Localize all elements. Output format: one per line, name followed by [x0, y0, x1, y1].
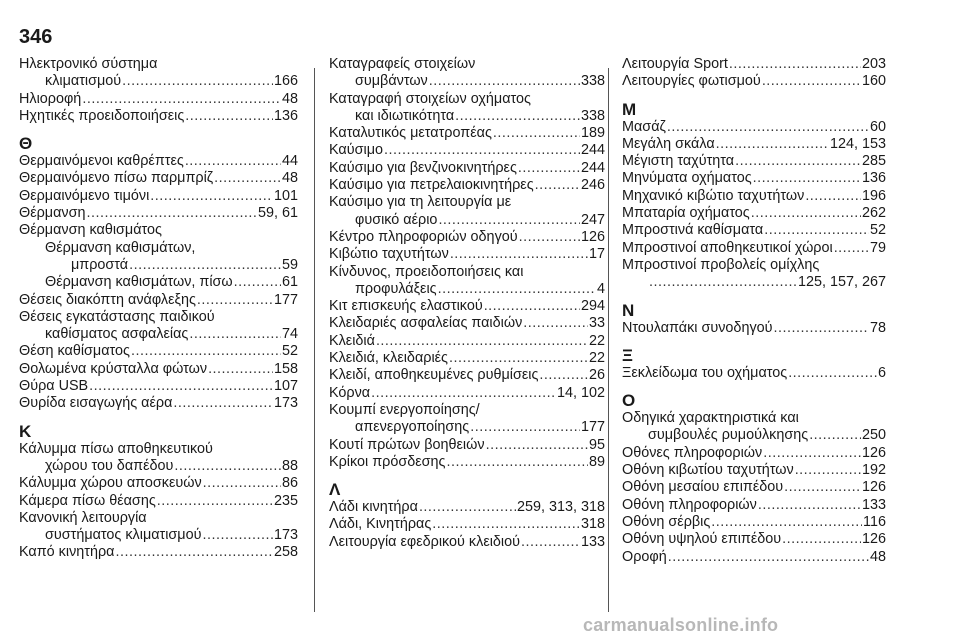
entry-page-ref: 285: [861, 153, 886, 170]
dot-leader: [384, 142, 580, 159]
entry-term: Θέρμανση: [19, 205, 86, 222]
entry-term: Κανονική λειτουργία: [19, 509, 147, 526]
dot-leader: [450, 246, 588, 263]
entry-page-ref: 59, 61: [257, 205, 298, 222]
entry-page-ref: 4: [596, 280, 605, 297]
entry-page-ref: 258: [273, 544, 298, 561]
entry-page-ref: 133: [861, 496, 886, 513]
dot-leader: [129, 257, 281, 274]
index-column-1: [19, 56, 298, 562]
dot-leader: [371, 385, 556, 402]
entry-page-ref: 78: [869, 319, 886, 336]
dot-leader: [455, 108, 580, 125]
dot-leader: [438, 281, 596, 298]
dot-leader: [432, 516, 580, 533]
entry-page-ref: 33: [588, 315, 605, 332]
index-entry: [329, 56, 605, 91]
dot-leader: [521, 534, 580, 551]
entry-term: Θυρίδα εισαγωγής αέρα: [19, 395, 173, 412]
entry-page-ref: 52: [869, 222, 886, 239]
index-entry: [622, 73, 886, 90]
entry-page-ref: 173: [273, 527, 298, 544]
entry-term: Κάλυμμα πίσω αποθηκευτικού: [19, 440, 213, 457]
dot-leader: [438, 212, 580, 229]
watermark: carmanualsonline.info: [583, 615, 779, 635]
index-letter-heading: Ξ: [622, 345, 633, 365]
dot-leader: [185, 153, 281, 170]
entry-page-ref: 95: [588, 436, 605, 453]
index-entry: [622, 479, 886, 496]
index-entry: [622, 170, 886, 187]
index-entry: [329, 315, 605, 332]
index-entry: [622, 240, 886, 257]
index-entry-continuation: [19, 257, 298, 274]
index-entry: [19, 108, 298, 125]
dot-leader: [122, 73, 273, 90]
index-entry: [329, 454, 605, 471]
entry-page-ref: 177: [580, 419, 605, 436]
index-entry: [19, 205, 298, 222]
entry-term-continued: φυσικό αέριο: [355, 211, 438, 228]
dot-leader: [711, 514, 862, 531]
dot-leader: [470, 419, 580, 436]
dot-leader: [173, 395, 273, 412]
entry-page-ref: 6: [877, 364, 886, 381]
entry-page-ref: 124, 153: [829, 135, 886, 152]
entry-page-ref: 189: [580, 125, 605, 142]
index-entry-continuation: [622, 274, 886, 291]
entry-term: Καταλυτικός μετατροπέας: [329, 125, 492, 142]
entry-term: Λάδι, Κινητήρας: [329, 516, 432, 533]
entry-page-ref: 89: [588, 453, 605, 470]
index-entry: [329, 385, 605, 402]
index-entry: [622, 153, 886, 170]
entry-term: Κόρνα: [329, 384, 371, 401]
entry-term: Οθόνη σέρβις: [622, 513, 711, 530]
index-entry-continuation: [329, 73, 605, 90]
entry-term: Λειτουργία εφεδρικού κλειδιού: [329, 533, 521, 550]
dot-leader: [376, 333, 588, 350]
entry-page-ref: 133: [580, 533, 605, 550]
entry-term: Μπαταρία οχήματος: [622, 205, 750, 222]
dot-leader: [753, 170, 861, 187]
dot-leader: [539, 367, 588, 384]
dot-leader: [150, 188, 273, 205]
entry-page-ref: 203: [861, 56, 886, 72]
entry-page-ref: 126: [580, 228, 605, 245]
dot-leader: [519, 229, 580, 246]
entry-term: Οθόνη μεσαίου επιπέδου: [622, 479, 784, 496]
entry-page-ref: 14, 102: [556, 384, 605, 401]
dot-leader: [764, 222, 869, 239]
dot-leader: [87, 205, 257, 222]
index-entry-continuation: [329, 419, 605, 436]
dot-leader: [234, 274, 281, 291]
index-entry: [329, 367, 605, 384]
dot-leader: [535, 177, 580, 194]
index-letter-heading: Θ: [19, 134, 33, 154]
entry-term-continued: κλιματισμού: [45, 73, 122, 90]
entry-page-ref: 262: [861, 205, 886, 222]
dot-leader: [115, 544, 273, 561]
dot-leader: [484, 298, 580, 315]
entry-term: Θέρμανση καθισμάτων,: [45, 239, 196, 256]
dot-leader: [763, 445, 861, 462]
dot-leader: [189, 326, 281, 343]
index-entry-continuation: [329, 108, 605, 125]
dot-leader: [784, 479, 861, 496]
dot-leader: [197, 292, 273, 309]
index-entry-heading: Θέρμανση καθισμάτος: [19, 222, 162, 239]
dot-leader: [649, 274, 797, 291]
dot-leader: [523, 315, 588, 332]
entry-term: Μπροστινά καθίσματα: [622, 222, 764, 239]
index-entry: [622, 205, 886, 222]
dot-leader: [419, 499, 516, 516]
entry-term: Κάμερα πίσω θέασης: [19, 492, 156, 509]
entry-page-ref: 247: [580, 211, 605, 228]
index-entry: [19, 91, 298, 108]
entry-term: Μπροστινοί προβολείς ομίχλης: [622, 256, 820, 273]
entry-term: Κέντρο πληροφοριών οδηγού: [329, 228, 518, 245]
entry-page-ref: 22: [588, 350, 605, 367]
entry-term: Ντουλαπάκι συνοδηγού: [622, 319, 773, 336]
entry-page-ref: 48: [869, 548, 886, 565]
entry-term-continued: χώρου του δαπέδου: [45, 457, 174, 474]
dot-leader: [762, 73, 861, 90]
index-letter-heading: Λ: [329, 480, 341, 500]
entry-page-ref: 101: [273, 187, 298, 204]
index-letter-heading: Ν: [622, 300, 635, 320]
entry-term-continued: συστήματος κλιματισμού: [45, 527, 202, 544]
index-entry: [329, 437, 605, 454]
entry-page-ref: 250: [861, 427, 886, 444]
entry-page-ref: 196: [861, 187, 886, 204]
entry-term: Μεγάλη σκάλα: [622, 135, 715, 152]
dot-leader: [805, 188, 861, 205]
dot-leader: [774, 320, 869, 337]
entry-term: Οδηγικά χαρακτηριστικά και: [622, 410, 799, 427]
entry-page-ref: 173: [273, 395, 298, 412]
entry-term: Θέσεις εγκατάστασης παιδικού: [19, 308, 215, 325]
index-column-2: [329, 56, 605, 551]
entry-page-ref: 136: [861, 170, 886, 187]
dot-leader: [174, 458, 281, 475]
entry-term: Κουτί πρώτων βοηθειών: [329, 436, 485, 453]
entry-page-ref: 338: [580, 107, 605, 124]
dot-leader: [834, 240, 869, 257]
dot-leader: [751, 205, 861, 222]
entry-page-ref: 244: [580, 159, 605, 176]
page-number: 346: [19, 26, 53, 48]
index-entry: [622, 410, 886, 445]
entry-term: Κρίκοι πρόσδεσης: [329, 453, 446, 470]
entry-term: Οροφή: [622, 548, 667, 565]
entry-term: Θερμαινόμενο πίσω παρμπρίζ: [19, 170, 214, 187]
entry-term: Καταγραφή στοιχείων οχήματος: [329, 90, 531, 107]
dot-leader: [782, 531, 861, 548]
entry-term: Θερμαινόμενοι καθρέπτες: [19, 153, 184, 170]
index-entry: [19, 395, 298, 412]
entry-page-ref: 48: [281, 170, 298, 187]
index-entry-continuation: [622, 427, 886, 444]
index-entry-continuation: [19, 326, 298, 343]
entry-page-ref: 44: [281, 153, 298, 170]
entry-term: Θύρα USB: [19, 378, 89, 395]
entry-term: Καταγραφείς στοιχείων: [329, 56, 476, 72]
entry-page-ref: 259, 313, 318: [516, 499, 605, 516]
dot-leader: [758, 497, 861, 514]
dot-leader: [735, 153, 861, 170]
column-divider: [608, 68, 609, 612]
index-entry: [622, 56, 886, 73]
entry-page-ref: 235: [273, 492, 298, 509]
index-entry: [329, 516, 605, 533]
entry-page-ref: 177: [273, 291, 298, 308]
entry-page-ref: 126: [861, 531, 886, 548]
dot-leader: [667, 119, 869, 136]
index-entry: [622, 514, 886, 531]
index-entry: [19, 475, 298, 492]
entry-term: Ηχητικές προειδοποιήσεις: [19, 107, 185, 124]
dot-leader: [185, 108, 273, 125]
entry-page-ref: 22: [588, 332, 605, 349]
entry-term: Καύσιμο για τη λειτουργία με: [329, 194, 512, 211]
index-entry: [622, 188, 886, 205]
entry-term: Λειτουργία Sport: [622, 56, 728, 72]
index-entry: [329, 160, 605, 177]
dot-leader: [214, 170, 281, 187]
index-entry-continuation: [19, 73, 298, 90]
entry-page-ref: 26: [588, 367, 605, 384]
entry-term: Κίνδυνος, προειδοποιήσεις και: [329, 263, 524, 280]
dot-leader: [668, 549, 869, 566]
index-entry: [622, 365, 886, 382]
entry-term: Κουμπί ενεργοποίησης/: [329, 401, 480, 418]
dot-leader: [493, 125, 580, 142]
entry-page-ref: 52: [281, 343, 298, 360]
index-entry: [19, 309, 298, 344]
index-entry: [329, 177, 605, 194]
entry-term: Οθόνη κιβωτίου ταχυτήτων: [622, 462, 794, 479]
entry-term-continued: και ιδιωτικότητα: [355, 107, 455, 124]
entry-page-ref: 59: [281, 256, 298, 273]
entry-page-ref: 116: [863, 513, 886, 530]
index-entry: [19, 361, 298, 378]
entry-term: Κιβώτιο ταχυτήτων: [329, 246, 449, 263]
index-entry: [19, 292, 298, 309]
dot-leader: [446, 454, 588, 471]
entry-term: Μασάζ: [622, 118, 666, 135]
entry-term: Κλειδιά: [329, 332, 375, 349]
index-entry: [329, 142, 605, 159]
index-entry: [622, 445, 886, 462]
dot-leader: [788, 365, 877, 382]
index-entry: [622, 320, 886, 337]
entry-term: Κλειδιά, κλειδαριές: [329, 350, 448, 367]
index-entry: [19, 170, 298, 187]
index-entry: [622, 222, 886, 239]
entry-term-continued: καθίσματος ασφαλείας: [45, 326, 189, 343]
index-entry: [329, 229, 605, 246]
entry-page-ref: 74: [281, 326, 298, 343]
entry-term-continued: συμβάντων: [355, 73, 428, 90]
index-entry-continuation: [329, 212, 605, 229]
entry-page-ref: 61: [281, 274, 298, 291]
dot-leader: [518, 160, 580, 177]
entry-page-ref: 244: [580, 142, 605, 159]
index-entry: [329, 264, 605, 299]
index-entry: [329, 499, 605, 516]
entry-term: Μηχανικό κιβώτιο ταχυτήτων: [622, 187, 805, 204]
index-entry: [329, 194, 605, 229]
index-entry: [329, 350, 605, 367]
entry-page-ref: 17: [588, 246, 605, 263]
index-entry: [622, 119, 886, 136]
entry-page-ref: 136: [273, 107, 298, 124]
index-entry: [622, 549, 886, 566]
entry-term: Θολωμένα κρύσταλλα φώτων: [19, 360, 208, 377]
entry-term: Οθόνες πληροφοριών: [622, 444, 763, 461]
entry-term: Θέσεις διακόπτη ανάφλεξης: [19, 291, 196, 308]
entry-term: Ηλεκτρονικό σύστημα: [19, 56, 158, 72]
entry-term: Καύσιμο για πετρελαιοκινητήρες: [329, 177, 534, 194]
entry-term: Θέρμανση καθισμάτων, πίσω: [45, 274, 233, 291]
entry-term-continued: προφυλάξεις: [355, 280, 437, 297]
entry-term-continued: απενεργοποίησης: [355, 419, 470, 436]
index-entry: [19, 343, 298, 360]
entry-term: Μέγιστη ταχύτητα: [622, 153, 735, 170]
entry-term: Θέση καθίσματος: [19, 343, 130, 360]
entry-page-ref: 126: [861, 444, 886, 461]
index-letter-heading: Μ: [622, 99, 637, 119]
entry-page-ref: 125, 157, 267: [797, 274, 886, 291]
index-entry: [19, 188, 298, 205]
index-entry: [329, 298, 605, 315]
entry-page-ref: 107: [273, 378, 298, 395]
entry-term: Ηλιοροφή: [19, 90, 82, 107]
index-column-3: [622, 56, 886, 566]
dot-leader: [203, 475, 281, 492]
index-entry: [19, 493, 298, 510]
entry-page-ref: 166: [273, 73, 298, 90]
entry-page-ref: 246: [580, 177, 605, 194]
index-entry: [622, 462, 886, 479]
dot-leader: [716, 136, 829, 153]
dot-leader: [89, 378, 273, 395]
column-divider: [314, 68, 315, 612]
entry-page-ref: 48: [281, 90, 298, 107]
dot-leader: [131, 343, 281, 360]
index-subentry: [19, 274, 298, 291]
entry-term: Κιτ επισκευής ελαστικού: [329, 298, 483, 315]
dot-leader: [82, 91, 281, 108]
index-letter-heading: Κ: [19, 421, 32, 441]
entry-page-ref: 192: [861, 462, 886, 479]
index-entry-continuation: [329, 281, 605, 298]
index-entry: [622, 531, 886, 548]
dot-leader: [157, 493, 273, 510]
index-entry: [622, 497, 886, 514]
index-entry: [622, 136, 886, 153]
index-entry: [622, 257, 886, 292]
entry-page-ref: 88: [281, 457, 298, 474]
index-entry: [329, 402, 605, 437]
index-entry: [329, 246, 605, 263]
entry-term: Κλειδαριές ασφαλείας παιδιών: [329, 315, 523, 332]
index-entry: [19, 441, 298, 476]
index-entry: [329, 125, 605, 142]
entry-page-ref: 338: [580, 73, 605, 90]
index-entry: [19, 240, 298, 275]
entry-page-ref: 318: [580, 516, 605, 533]
dot-leader: [809, 427, 861, 444]
index-entry: [329, 333, 605, 350]
index-entry-continuation: [19, 458, 298, 475]
entry-page-ref: 79: [869, 239, 886, 256]
entry-page-ref: 294: [580, 298, 605, 315]
entry-term: Θερμαινόμενο τιμόνι: [19, 187, 150, 204]
dot-leader: [486, 437, 588, 454]
index-entry: [19, 56, 298, 91]
entry-term-continued: μπροστά: [71, 256, 129, 273]
entry-term: Λάδι κινητήρα: [329, 499, 418, 516]
entry-term: Οθόνη υψηλού επιπέδου: [622, 531, 782, 548]
entry-term: Ξεκλείδωμα του οχήματος: [622, 364, 788, 381]
entry-page-ref: 60: [869, 118, 886, 135]
index-entry: [19, 153, 298, 170]
index-letter-heading: Ο: [622, 391, 636, 411]
index-entry-continuation: [19, 527, 298, 544]
dot-leader: [729, 56, 861, 73]
entry-page-ref: 158: [273, 360, 298, 377]
entry-term: Λειτουργίες φωτισμού: [622, 73, 761, 90]
entry-term: Οθόνη πληροφοριών: [622, 496, 757, 513]
entry-term: Μηνύματα οχήματος: [622, 170, 752, 187]
entry-term: Καύσιμο για βενζινοκινητήρες: [329, 159, 517, 176]
entry-term: Καπό κινητήρα: [19, 544, 115, 561]
entry-term: Μπροστινοί αποθηκευτικοί χώροι: [622, 239, 833, 256]
index-entry: [329, 534, 605, 551]
dot-leader: [429, 73, 580, 90]
entry-page-ref: 126: [861, 479, 886, 496]
index-entry: [19, 544, 298, 561]
entry-page-ref: 86: [281, 475, 298, 492]
dot-leader: [449, 350, 588, 367]
index-entry: [329, 91, 605, 126]
dot-leader: [795, 462, 861, 479]
entry-term: Κλειδί, αποθηκευμένες ρυθμίσεις: [329, 367, 539, 384]
entry-page-ref: 160: [861, 73, 886, 90]
entry-term-continued: συμβουλές ρυμούλκησης: [648, 427, 809, 444]
index-entry: [19, 378, 298, 395]
index-entry: [19, 510, 298, 545]
dot-leader: [202, 527, 273, 544]
entry-term: Κάλυμμα χώρου αποσκευών: [19, 475, 202, 492]
dot-leader: [208, 361, 273, 378]
entry-term: Καύσιμο: [329, 142, 383, 159]
